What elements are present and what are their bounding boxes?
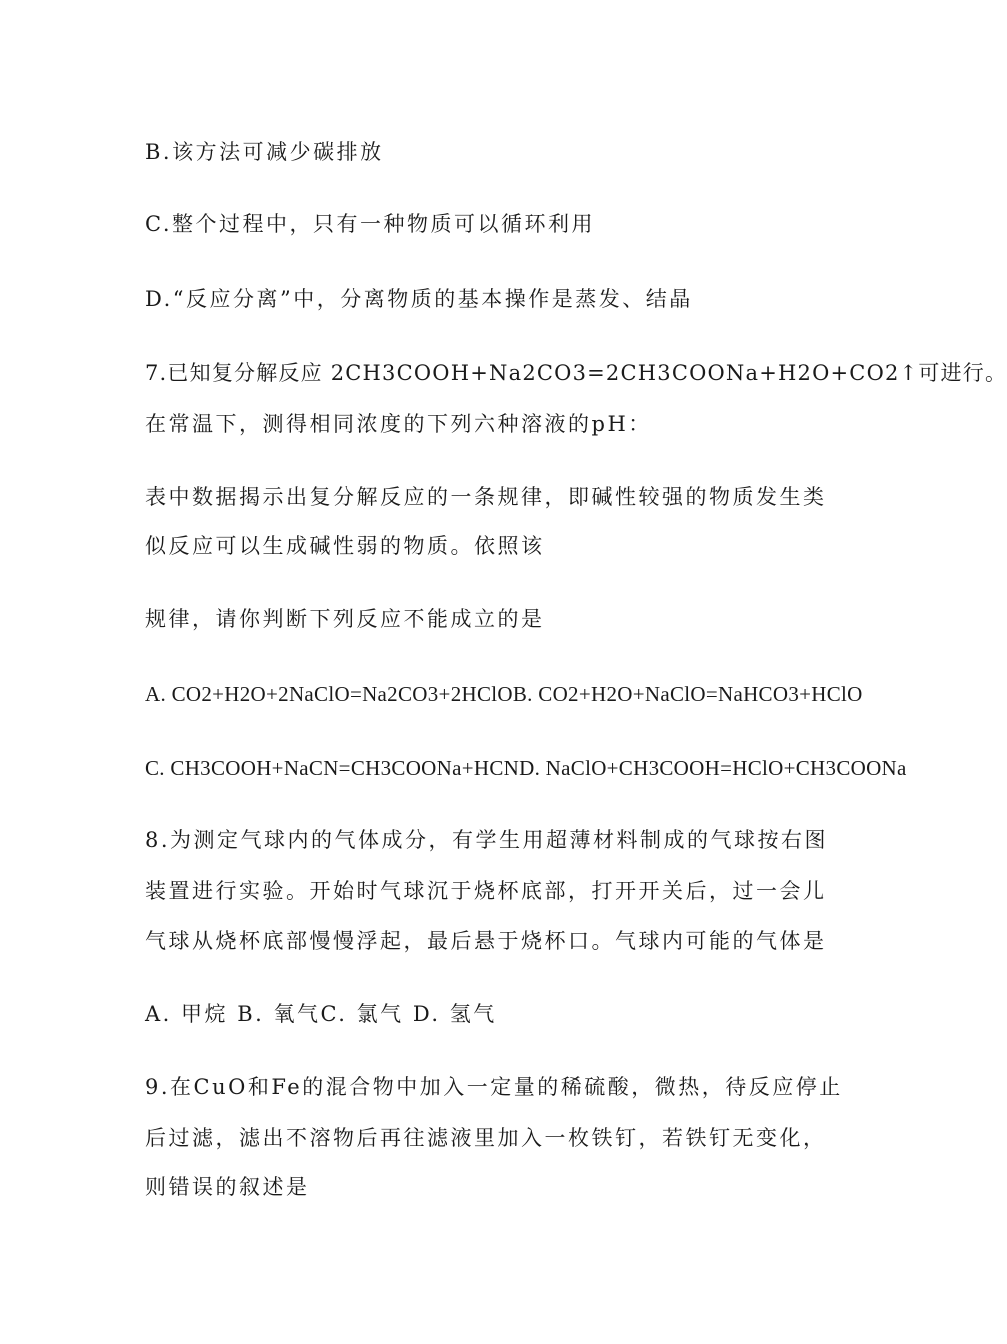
question-7-line-1: 7.已知复分解反应 2CH3COOH+Na2CO3=2CH3COONa+H2O+CO2↑可进行。 — [145, 361, 1007, 385]
question-9-line-2: 后过滤，滤出不溶物后再往滤液里加入一枚铁钉，若铁钉无变化， — [145, 1126, 827, 1150]
question-7-line-4: 似反应可以生成碱性弱的物质。依照该 — [145, 534, 545, 558]
question-9-line-3: 则错误的叙述是 — [145, 1175, 310, 1199]
question-7-line-5: 规律，请你判断下列反应不能成立的是 — [145, 607, 545, 631]
question-8-options: A. 甲烷 B. 氧气C. 氯气 D. 氢气 — [145, 1002, 497, 1026]
question-7-options-cd: C. CH3COOH+NaCN=CH3COONa+HCND. NaClO+CH3COOH=HClO+CH3COONa — [145, 756, 907, 780]
question-8-line-2: 装置进行实验。开始时气球沉于烧杯底部，打开开关后，过一会儿 — [145, 879, 827, 903]
question-8-line-3: 气球从烧杯底部慢慢浮起，最后悬于烧杯口。气球内可能的气体是 — [145, 929, 827, 953]
option-c-line: C.整个过程中，只有一种物质可以循环利用 — [145, 212, 595, 236]
question-7-options-ab: A. CO2+H2O+2NaClO=Na2CO3+2HClOB. CO2+H2O+NaClO=NaHCO3+HClO — [145, 682, 863, 706]
question-7-line-2: 在常温下，测得相同浓度的下列六种溶液的pH： — [145, 412, 652, 436]
question-7-line-3: 表中数据揭示出复分解反应的一条规律，即碱性较强的物质发生类 — [145, 485, 827, 509]
option-d-line: D.“反应分离”中，分离物质的基本操作是蒸发、结晶 — [145, 287, 693, 311]
question-9-line-1: 9.在CuO和Fe的混合物中加入一定量的稀硫酸，微热，待反应停止 — [145, 1075, 843, 1099]
option-b-line: B.该方法可减少碳排放 — [145, 140, 384, 164]
question-8-line-1: 8.为测定气球内的气体成分，有学生用超薄材料制成的气球按右图 — [145, 828, 829, 852]
